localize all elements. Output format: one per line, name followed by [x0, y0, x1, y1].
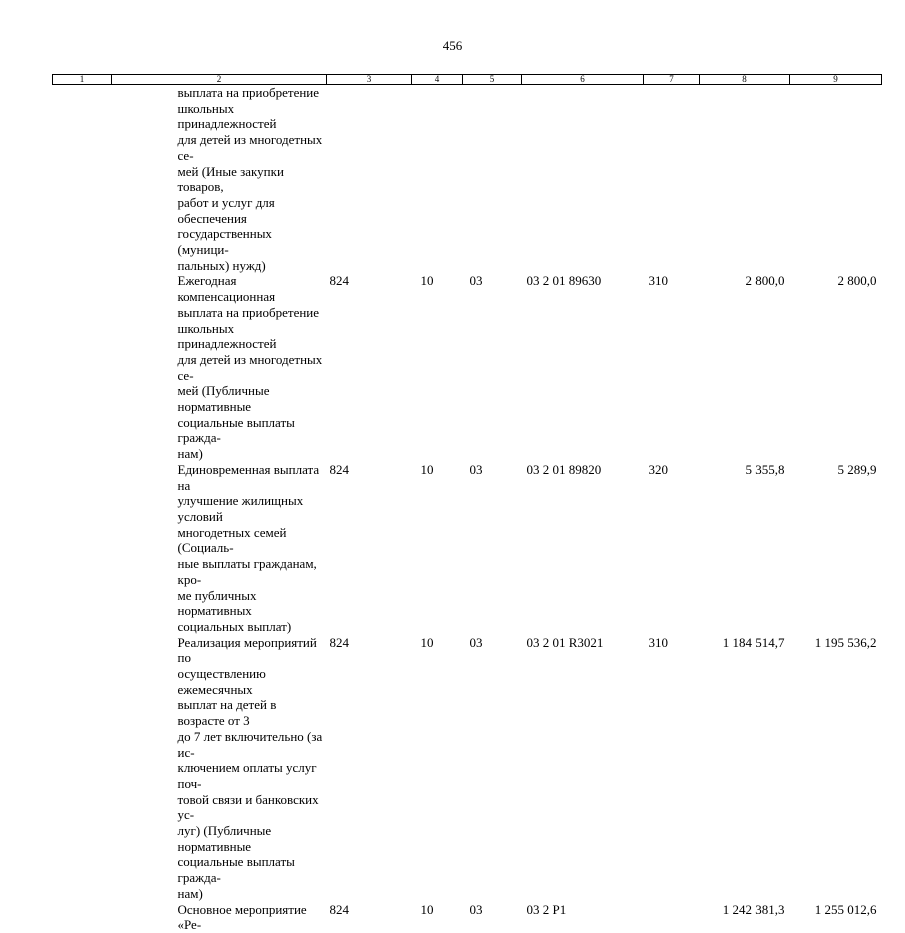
section-code: 10 [420, 634, 434, 650]
item-name-line: школьных принадлежностей [177, 320, 277, 352]
page-number: 456 [442, 38, 463, 53]
item-name-line: Единовременная выплата на [177, 461, 320, 493]
cell-col-1 [53, 85, 112, 274]
expense-type-code [644, 902, 700, 933]
item-name-line: школьных принадлежностей [177, 100, 277, 132]
item-name-line: до 7 лет включительно (за ис- [177, 728, 323, 760]
cell-col-1 [53, 462, 112, 635]
table-row [53, 462, 882, 635]
item-name-line: улучшение жилищных условий [177, 493, 304, 524]
expense-type-code: 320 [648, 461, 668, 477]
item-name-line: пальных) нужд) [177, 257, 266, 273]
item-name-line: для детей из многодетных се- [177, 351, 323, 383]
budget-table [52, 74, 882, 933]
subsection-code: 03 [469, 634, 483, 650]
table-row [53, 273, 882, 461]
column-number: 8 [700, 75, 790, 85]
item-name [112, 462, 327, 635]
amount-year-1: 1 184 514,7 [722, 634, 785, 650]
target-article-code: 03 2 01 R3021 [526, 634, 604, 650]
item-name-line: Реализация мероприятий по [177, 634, 317, 666]
ministry-code: 824 [329, 901, 349, 917]
item-name-line: ключением оплаты услуг поч- [177, 760, 317, 791]
amount-year-1: 2 800,0 [745, 273, 785, 289]
cell-col-1 [53, 273, 112, 461]
item-name-line: выплата на приобретение [177, 304, 320, 320]
amount-year-2: 2 800,0 [837, 273, 877, 289]
item-name-line: нам) [177, 446, 203, 462]
amount-year-2: 1 195 536,2 [814, 634, 877, 650]
amount-year-1: 1 242 381,3 [722, 901, 785, 917]
item-name-line: для детей из многодетных се- [177, 132, 323, 163]
ministry-code: 824 [329, 634, 349, 650]
cell-col-1 [53, 902, 112, 933]
item-name [112, 635, 327, 902]
amount-year-1 [700, 85, 790, 274]
ministry-code: 824 [329, 273, 349, 289]
column-number: 7 [644, 75, 700, 85]
amount-year-2: 1 255 012,6 [814, 901, 877, 917]
table-row [53, 85, 882, 274]
item-name-line: государственных (муници- [177, 226, 272, 258]
item-name-line: ме публичных нормативных [177, 587, 257, 619]
expense-type-code: 310 [648, 634, 668, 650]
column-number: 3 [327, 75, 412, 85]
target-article-code: 03 2 01 89630 [526, 273, 602, 289]
expense-type-code: 310 [648, 273, 668, 289]
item-name [112, 85, 327, 274]
subsection-code: 03 [469, 901, 483, 917]
item-name-line: осуществлению ежемесячных [177, 666, 266, 697]
item-name-line: социальные выплаты гражда- [177, 854, 295, 886]
item-name [112, 273, 327, 461]
table-body [53, 85, 882, 933]
target-article-code: 03 2 01 89820 [526, 461, 602, 477]
item-name-line: товой связи и банковских ус- [177, 791, 319, 823]
subsection-code: 03 [469, 273, 483, 289]
section-code: 10 [420, 273, 434, 289]
item-name-line: нам) [177, 885, 203, 901]
section-code: 10 [420, 901, 434, 917]
item-name [112, 902, 327, 933]
column-number-row [53, 75, 882, 85]
section-code: 10 [420, 461, 434, 477]
table-row [53, 902, 882, 933]
amount-year-1: 5 355,8 [745, 461, 785, 477]
section-code [412, 85, 463, 274]
item-name-line: социальные выплаты гражда- [177, 414, 295, 446]
column-number: 4 [412, 75, 463, 85]
item-name-line: социальных выплат) [177, 618, 292, 634]
expense-type-code [644, 85, 700, 274]
table-row [53, 635, 882, 902]
item-name-line: Ежегодная компенсационная [177, 273, 276, 305]
item-name-line: многодетных семей (Социаль- [177, 524, 287, 556]
column-number: 2 [112, 75, 327, 85]
subsection-code: 03 [469, 461, 483, 477]
item-name-line: выплат на детей в возрасте от 3 [177, 697, 277, 729]
column-number: 1 [53, 75, 112, 85]
amount-year-2 [790, 85, 882, 274]
item-name-line: Основное мероприятие «Ре- [177, 901, 307, 933]
target-article-code [522, 85, 644, 274]
ministry-code: 824 [329, 461, 349, 477]
amount-year-2: 5 289,9 [837, 461, 877, 477]
item-name-line: мей (Публичные нормативные [177, 383, 270, 415]
item-name-line: работ и услуг для обеспечения [177, 194, 275, 226]
cell-col-1 [53, 635, 112, 902]
item-name-line: ные выплаты гражданам, кро- [177, 556, 317, 587]
item-name-line: луг) (Публичные нормативные [177, 823, 272, 854]
target-article-code: 03 2 P1 [526, 901, 567, 917]
item-name-line: выплата на приобретение [177, 85, 320, 100]
subsection-code [463, 85, 522, 274]
column-number: 9 [790, 75, 882, 85]
item-name-line: мей (Иные закупки товаров, [177, 163, 284, 195]
column-number: 5 [463, 75, 522, 85]
ministry-code [327, 85, 412, 274]
column-number: 6 [522, 75, 644, 85]
